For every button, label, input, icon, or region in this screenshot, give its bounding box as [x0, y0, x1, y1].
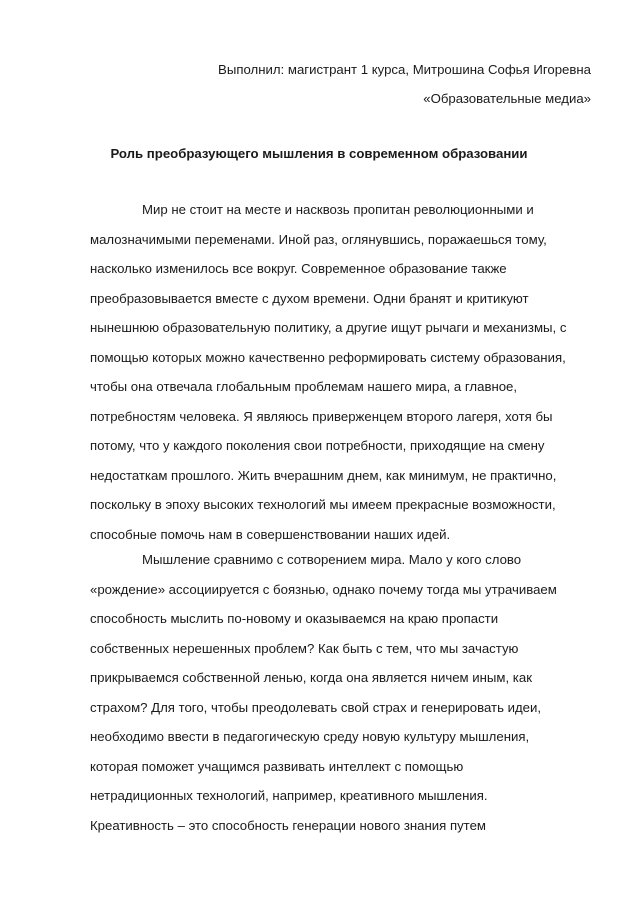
paragraph-line: насколько изменилось все вокруг. Современное образование также — [90, 261, 507, 276]
paragraph-line: недостаткам прошлого. Жить вчерашним днем, как минимум, не практично, — [90, 467, 557, 483]
paragraph-line: потребностям человека. Я являюсь приверженцем второго лагеря, хотя бы — [90, 408, 553, 424]
paragraph-line: прикрываемся собственной ленью, когда она является ничем иным, как — [90, 670, 532, 685]
author-line: Выполнил: магистрант 1 курса, Митрошина Софья Игоревна — [218, 62, 591, 77]
paragraph-line: преобразовывается вместе с духом времени. Одни бранят и критикуют — [90, 290, 529, 306]
paragraph-line: нынешнюю образовательную политику, а другие ищут рычаги и механизмы, с — [90, 320, 567, 335]
paragraph-line: необходимо ввести в педагогическую среду новую культуру мышления, — [90, 729, 530, 744]
paragraph-line: страхом? Для того, чтобы преодолевать свой страх и генерировать идеи, — [90, 699, 542, 715]
paragraph-2 — [90, 545, 595, 840]
paragraph-line: помощью которых можно качественно реформировать систему образования, — [90, 349, 566, 365]
paragraph-line: потому, что у каждого поколения свои потребности, приходящие на смену — [90, 438, 545, 453]
paragraph-line: «рождение» ассоциируется с боязнью, однако почему тогда мы утрачиваем — [90, 581, 557, 597]
document-title: Роль преобразующего мышления в современном образовании — [110, 146, 528, 161]
paragraph-line: Мир не стоит на месте и насквозь пропитан революционными и — [142, 202, 534, 217]
paragraph-line: способность мыслить по-новому и оказываемся на краю пропасти — [90, 611, 499, 626]
paragraph-line: нетрадиционных технологий, например, креативного мышления. — [90, 788, 488, 803]
paragraph-1 — [90, 195, 595, 549]
paragraph-line: способные помочь нам в совершенствовании наших идей. — [90, 526, 451, 542]
paragraph-line: Креативность – это способность генерации нового знания путем — [90, 817, 486, 833]
paragraph-line: собственных нерешенных проблем? Как быть с тем, что мы зачастую — [90, 640, 519, 656]
program-line: «Образовательные медиа» — [423, 91, 591, 106]
paragraph-line: малозначимыми переменами. Иной раз, оглянувшись, поражаешься тому, — [90, 231, 547, 247]
paragraph-line: Мышление сравнимо с сотворением мира. Мало у кого слово — [142, 552, 522, 567]
paragraph-line: чтобы она отвечала глобальным проблемам нашего мира, а главное, — [90, 379, 518, 394]
paragraph-line: поскольку в эпоху высоких технологий мы имеем прекрасные возможности, — [90, 497, 556, 512]
paragraph-line: которая поможет учащимся развивать интеллект с помощью — [90, 758, 464, 774]
